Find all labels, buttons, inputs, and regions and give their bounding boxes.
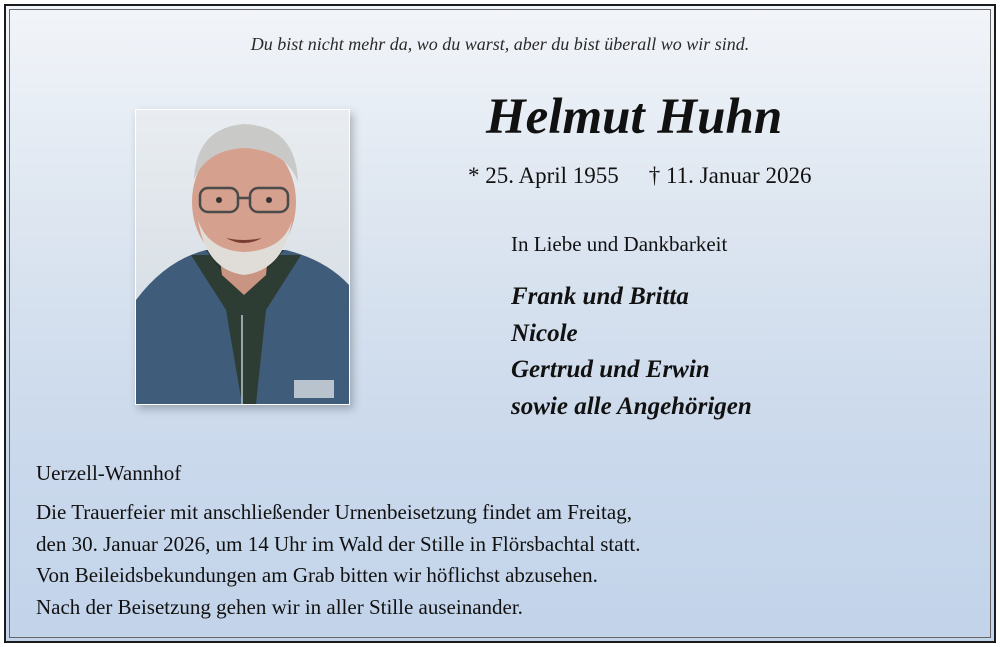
service-announcement (36, 497, 641, 623)
place-name: Uerzell-Wannhof (36, 461, 182, 485)
announcement-line: Nach der Beisetzung gehen wir in aller Stille auseinander. (36, 594, 523, 619)
mourners-list (511, 279, 752, 425)
mourner-entry: Gertrud und Erwin (511, 356, 710, 383)
mourner-entry: Frank und Britta (511, 283, 689, 310)
memorial-quote: Du bist nicht mehr da, wo du warst, aber du bist überall wo wir sind. (250, 34, 750, 54)
portrait-photo (135, 109, 350, 405)
announcement-line: Von Beileidsbekundungen am Grab bitten wir höflichst abzusehen. (36, 563, 598, 587)
announcement-line: den 30. Januar 2026, um 14 Uhr im Wald der Stille in Flörsbachtal statt. (36, 531, 641, 556)
deceased-name: Helmut Huhn (486, 89, 783, 145)
thanks-line: In Liebe und Dankbarkeit (511, 232, 728, 256)
birth-date: * 25. April 1955 (468, 163, 619, 188)
mourner-entry: sowie alle Angehörigen (511, 392, 752, 420)
portrait-illustration (136, 110, 349, 404)
mourner-entry: Nicole (511, 319, 578, 347)
announcement-line: Die Trauerfeier mit anschließender Urnenbeisetzung findet am Freitag, (36, 500, 632, 524)
life-dates (468, 163, 841, 189)
death-date: † 11. Januar 2026 (648, 163, 812, 188)
